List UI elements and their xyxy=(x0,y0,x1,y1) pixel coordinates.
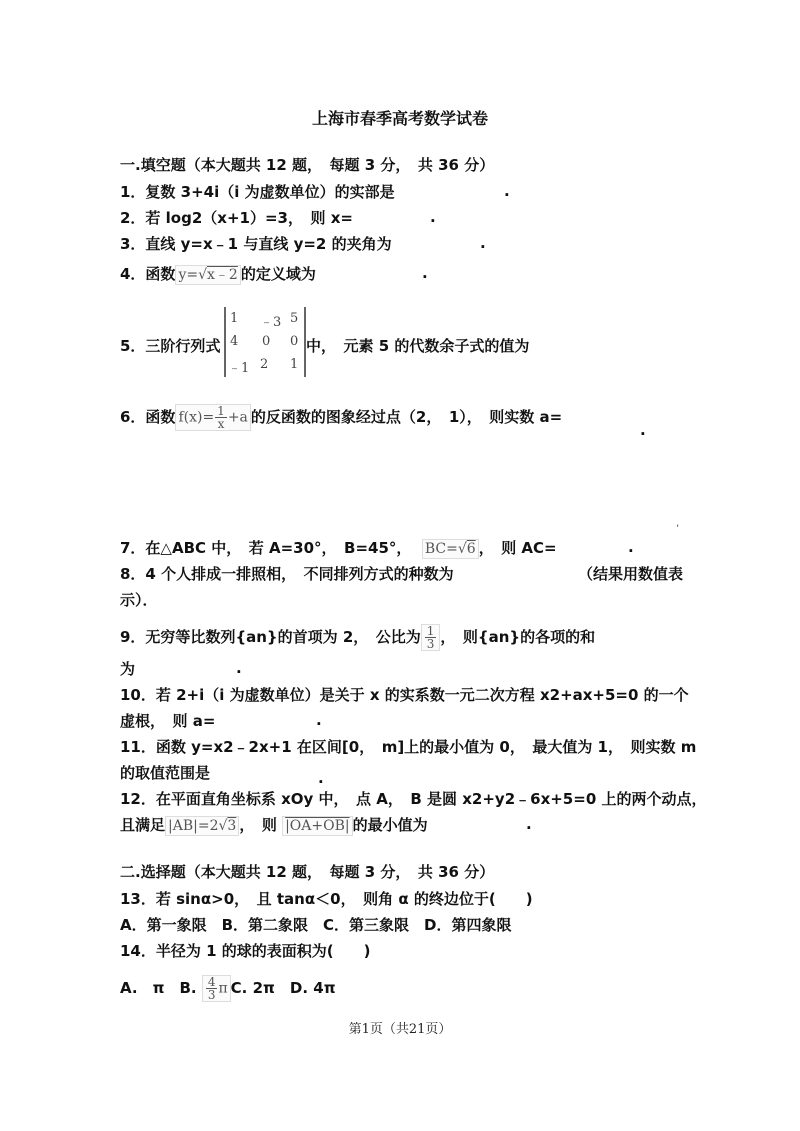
answer-blank-2: . xyxy=(430,208,436,226)
question-7 xyxy=(120,538,557,559)
function-formula: f(x)= $\frac{1}{x}$ +a xyxy=(175,404,250,431)
question-8-line2: 示）． xyxy=(120,591,158,609)
question-5-suffix: 中， 元素 5 的代数余子式的值为 xyxy=(306,337,530,355)
matrix-cell: 4 xyxy=(230,334,239,349)
question-14-options xyxy=(120,975,336,1002)
matrix-cell: 5 xyxy=(290,311,299,326)
question-1: 1．复数 3+4i（i 为虚数单位）的实部是 xyxy=(120,183,395,201)
question-8: 8．4 个人排成一排照相， 不同排列方式的种数为 xyxy=(120,565,454,583)
question-13: 13．若 sinα>0， 且 tanα＜0， 则角 α 的终边位于( ) xyxy=(120,890,533,908)
question-11-line2: 的取值范围是 xyxy=(120,764,211,782)
answer-blank-9: . xyxy=(236,659,242,677)
question-6 xyxy=(120,404,562,431)
question-4-text-end: 的定义域为 xyxy=(240,265,316,283)
answer-blank-10: . xyxy=(316,711,322,729)
matrix-cell: ﹣3 xyxy=(260,315,282,330)
answer-blank-4: . xyxy=(422,264,428,282)
answer-blank-1: . xyxy=(504,182,510,200)
page-footer: 第1页（共21页） xyxy=(348,1022,452,1037)
question-14: 14．半径为 1 的球的表面积为( ) xyxy=(120,942,371,960)
question-12-line2 xyxy=(120,815,428,836)
answer-blank-6: . xyxy=(640,421,646,439)
bc-formula: BC=√6 xyxy=(422,539,479,559)
vector-formula: |OA+OB| xyxy=(282,816,353,836)
stray-mark: , xyxy=(676,518,680,529)
matrix-cell: 0 xyxy=(290,334,299,349)
question-10: 10．若 2+i（i 为虚数单位）是关于 x 的实系数一元二次方程 x2+ax+5=0 的一个 xyxy=(120,686,689,704)
question-9 xyxy=(120,624,595,651)
question-4-text: 4．函数 xyxy=(120,265,176,283)
question-12-mid: ， 则 xyxy=(239,816,277,834)
question-7-text-end: ， 则 AC= xyxy=(478,539,557,557)
options-a-b: A. π B. xyxy=(120,979,197,997)
ab-formula: |AB|=2√3 xyxy=(165,816,239,836)
matrix-cell: 1 xyxy=(290,357,299,372)
question-6-text-end: 的反函数的图象经过点（2， 1）， 则实数 a= xyxy=(250,408,563,426)
matrix-cell: 0 xyxy=(262,334,271,349)
domain-formula: y=√x﹣2 xyxy=(175,265,240,285)
question-12: 12．在平面直角坐标系 xOy 中， 点 A， B 是圆 x2+y2﹣6x+5=0 上的两个动点， xyxy=(120,790,707,808)
matrix-cell: ﹣1 xyxy=(228,361,250,376)
page-title: 上海市春季高考数学试卷 xyxy=(311,109,488,128)
question-6-text: 6．函数 xyxy=(120,408,176,426)
question-12-text: 且满足 xyxy=(120,816,166,834)
question-7-text: 7．在△ABC 中， 若 A=30°， B=45°， xyxy=(120,539,412,557)
question-9-line2: 为 xyxy=(120,660,136,678)
answer-blank-7: . xyxy=(628,538,634,556)
question-2: 2．若 log2（x+1）=3， 则 x= xyxy=(120,209,353,227)
determinant-matrix xyxy=(224,307,306,377)
answer-blank-12: . xyxy=(526,815,532,833)
question-12-text-end: 的最小值为 xyxy=(352,816,428,834)
question-4 xyxy=(120,264,316,285)
option-b-formula: $\frac{4}{3}$ π xyxy=(202,975,231,1002)
options-c-d: C. 2π D. 4π xyxy=(230,979,336,997)
question-13-options: A．第一象限 B．第二象限 C．第三象限 D．第四象限 xyxy=(120,916,512,934)
matrix-cell: 1 xyxy=(230,311,239,326)
question-3: 3．直线 y=x﹣1 与直线 y=2 的夹角为 xyxy=(120,235,392,253)
section-1-heading: 一.填空题（本大题共 12 题， 每题 3 分， 共 36 分） xyxy=(120,156,495,174)
matrix-cell: 2 xyxy=(260,357,269,372)
question-11: 11．函数 y=x2﹣2x+1 在区间[0， m]上的最小值为 0， 最大值为 1， 则实数 m xyxy=(120,738,697,756)
question-9-text: 9．无穷等比数列{an}的首项为 2， 公比为 xyxy=(120,628,421,646)
question-5-prefix: 5．三阶行列式 xyxy=(120,337,221,355)
question-8-note: （结果用数值表 xyxy=(578,565,684,583)
section-2-heading: 二.选择题（本大题共 12 题， 每题 3 分， 共 36 分） xyxy=(120,863,495,881)
question-10-line2: 虚根， 则 a= xyxy=(120,712,216,730)
ratio-fraction: $\frac{1}{3}$ xyxy=(421,624,441,651)
answer-blank-3: . xyxy=(480,234,486,252)
question-9-text-end: ， 则{an}的各项的和 xyxy=(440,628,596,646)
answer-blank-11: . xyxy=(318,769,324,787)
